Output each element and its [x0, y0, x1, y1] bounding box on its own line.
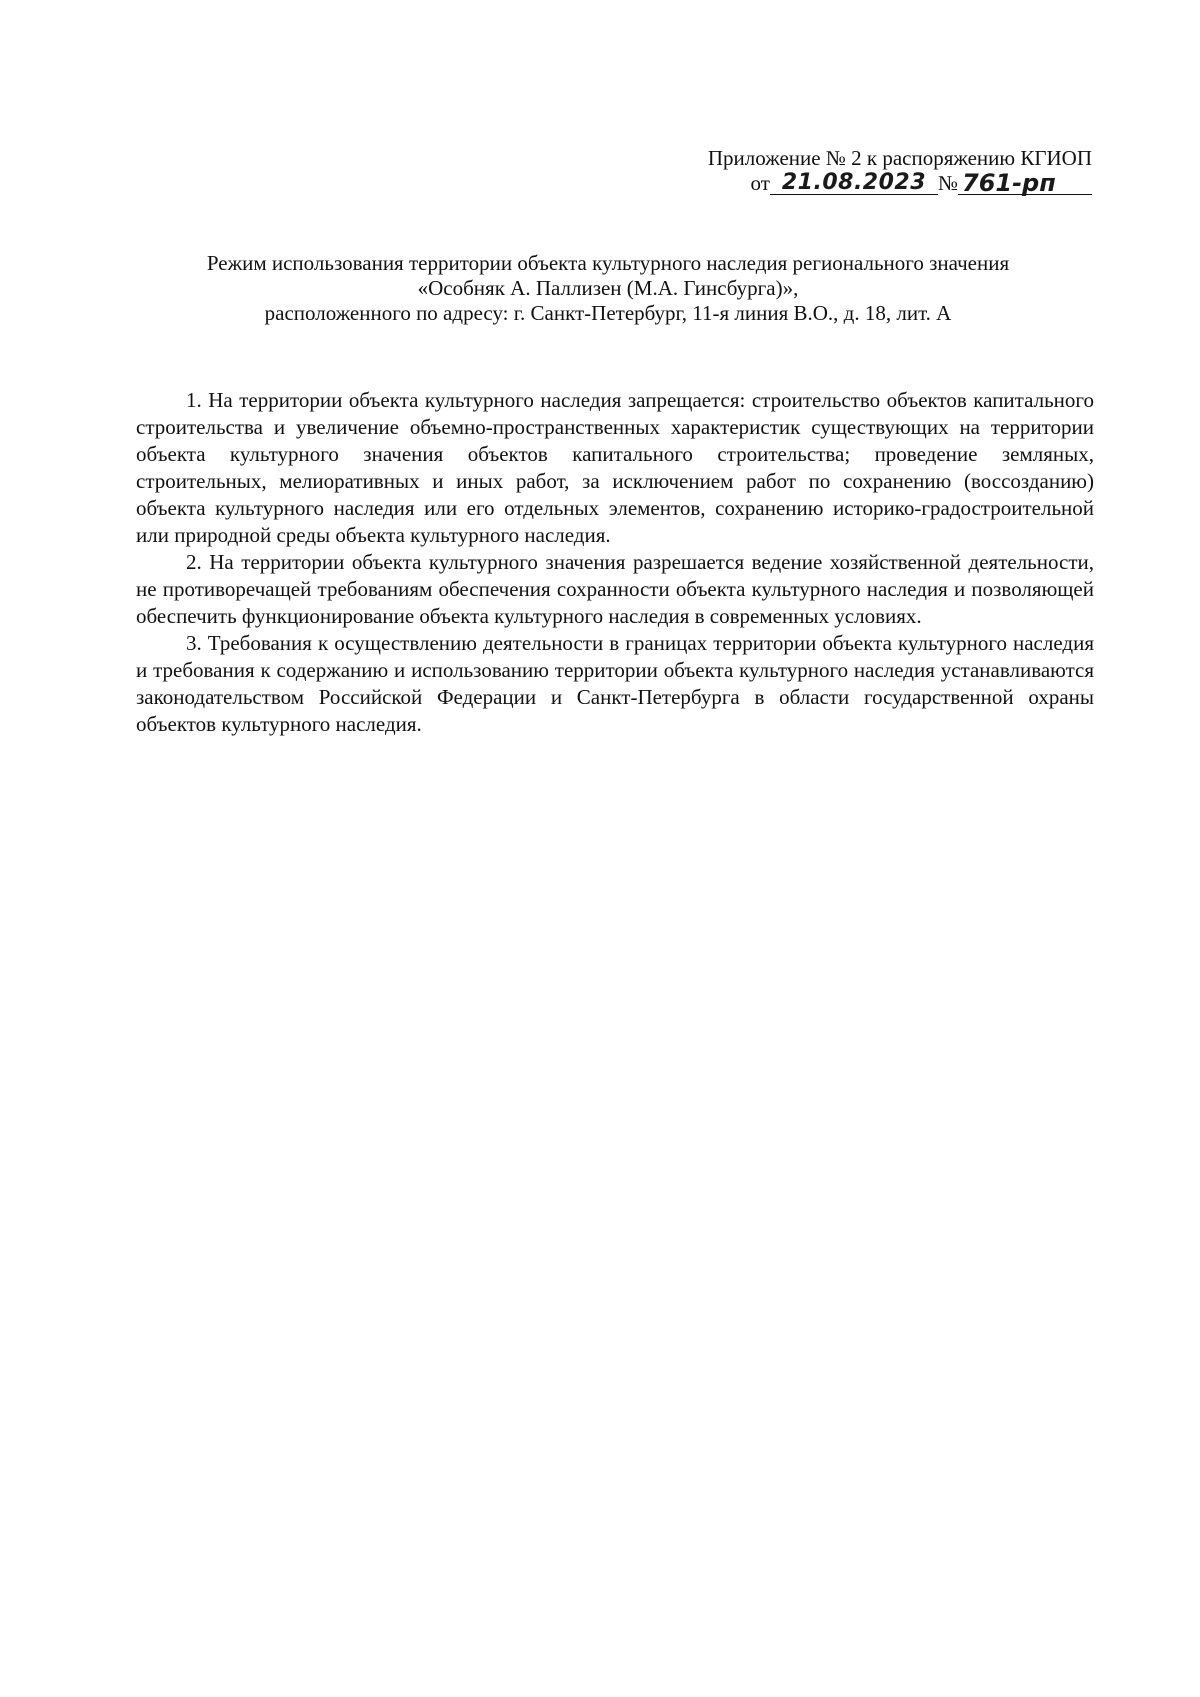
- handwritten-order-number: 761-рп: [958, 172, 1092, 195]
- document-title: [120, 251, 1096, 326]
- number-label: №: [937, 171, 958, 195]
- title-line-1: Режим использования территории объекта культурного наследия регионального значения: [206, 251, 1010, 275]
- handwritten-date: 21.08.2023: [770, 172, 938, 195]
- title-line-2: «Особняк А. Паллизен (М.А. Гинсбурга)»,: [417, 276, 799, 300]
- title-line-3: расположенного по адресу: г. Санкт-Петербург, 11-я линия В.О., д. 18, лит. А: [264, 301, 952, 325]
- document-body: [136, 387, 1094, 738]
- appendix-caption: Приложение № 2 к распоряжению КГИОП: [707, 146, 1092, 170]
- from-label: от: [750, 171, 770, 195]
- paragraph-2: 2. На территории объекта культурного значения разрешается ведение хозяйственной деятельности, не противоречащей требованиям обеспечения сохранности объекта культурного наследия и позволяющей обеспечить функционирование объекта культурного наследия в современных условиях.: [136, 550, 1094, 628]
- paragraph-1: 1. На территории объекта культурного наследия запрещается: строительство объектов капитального строительства и увеличение объемно-пространственных характеристик существующих на территории объекта культурного значения объектов капитального строительства; проведение земляных, строительных, мелиоративных и иных работ, за исключением работ по сохранению (воссозданию) объекта культурного наследия или его отдельных элементов, сохранению историко-градостроительной или природной среды объекта культурного наследия.: [136, 388, 1094, 547]
- paragraph-3: 3. Требования к осуществлению деятельности в границах территории объекта культурного наследия и требования к содержанию и использованию территории объекта культурного наследия устанавливаются законодательством Российской Федерации и Санкт-Петербурга в области государственной охраны объектов культурного наследия.: [136, 631, 1094, 736]
- order-reference-line: [708, 171, 1092, 195]
- appendix-header: [708, 146, 1092, 195]
